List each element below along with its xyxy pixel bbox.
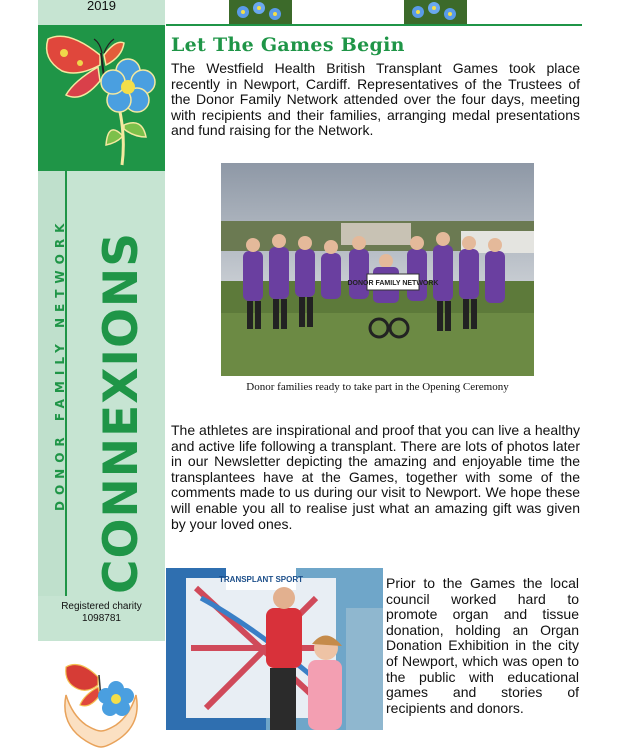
article-paragraph-1: The Westfield Health British Transplant Games took place recently in Newport, Cardiff. Representatives of the Trustees of the Donor Family Network attended over the four days, meeting with recipients and their families, arranging medal presentations and fund raising for the Network. <box>171 60 580 139</box>
article-headline: Let The Games Begin <box>171 34 405 56</box>
hands-butterfly-logo-icon <box>56 655 146 750</box>
opening-ceremony-photo <box>221 163 534 376</box>
newsletter-title: CONNEXIONS <box>94 231 149 594</box>
exhibition-photo <box>166 568 383 730</box>
header-rule <box>166 24 582 26</box>
article-paragraph-3: Prior to the Games the local council worked hard to promote organ and tissue donation, holding an Organ Donation Exhibition in the city of Newport, which was open to the public with educational games and stories of recipients and donors. <box>386 575 579 716</box>
photo-banner-text: DONOR FAMILY NETWORK <box>347 280 439 287</box>
article-paragraph-2: The athletes are inspirational and proof that you can live a healthy and active life following a transplant. There are lots of photos later in our Newsletter depicting the amazing and enjoyable time the transplantees have at the Games, together with some of the comments made to us during our visit to Newport. We hope these will enable you all to realise just what an amazing gift was given by your loved ones. <box>171 422 580 532</box>
forget-me-not-icon <box>404 0 467 24</box>
butterfly-logo-panel <box>38 25 165 171</box>
forget-me-not-photo-right <box>404 0 467 24</box>
photo-caption: Donor families ready to take part in the Opening Ceremony <box>246 381 509 393</box>
year-label: 2019 <box>38 0 165 25</box>
forget-me-not-photo-left <box>229 0 292 24</box>
sidebar <box>38 0 165 750</box>
charity-info <box>38 601 165 625</box>
title-band <box>38 171 165 641</box>
charity-number: 1098781 <box>82 613 121 624</box>
org-name-vertical: DONOR FAMILY NETWORK <box>53 217 67 511</box>
charity-label: Registered charity <box>61 601 142 612</box>
photo-sign-text: TRANSPLANT SPORT <box>219 575 303 584</box>
butterfly-flower-icon <box>38 25 165 171</box>
forget-me-not-icon <box>229 0 292 24</box>
